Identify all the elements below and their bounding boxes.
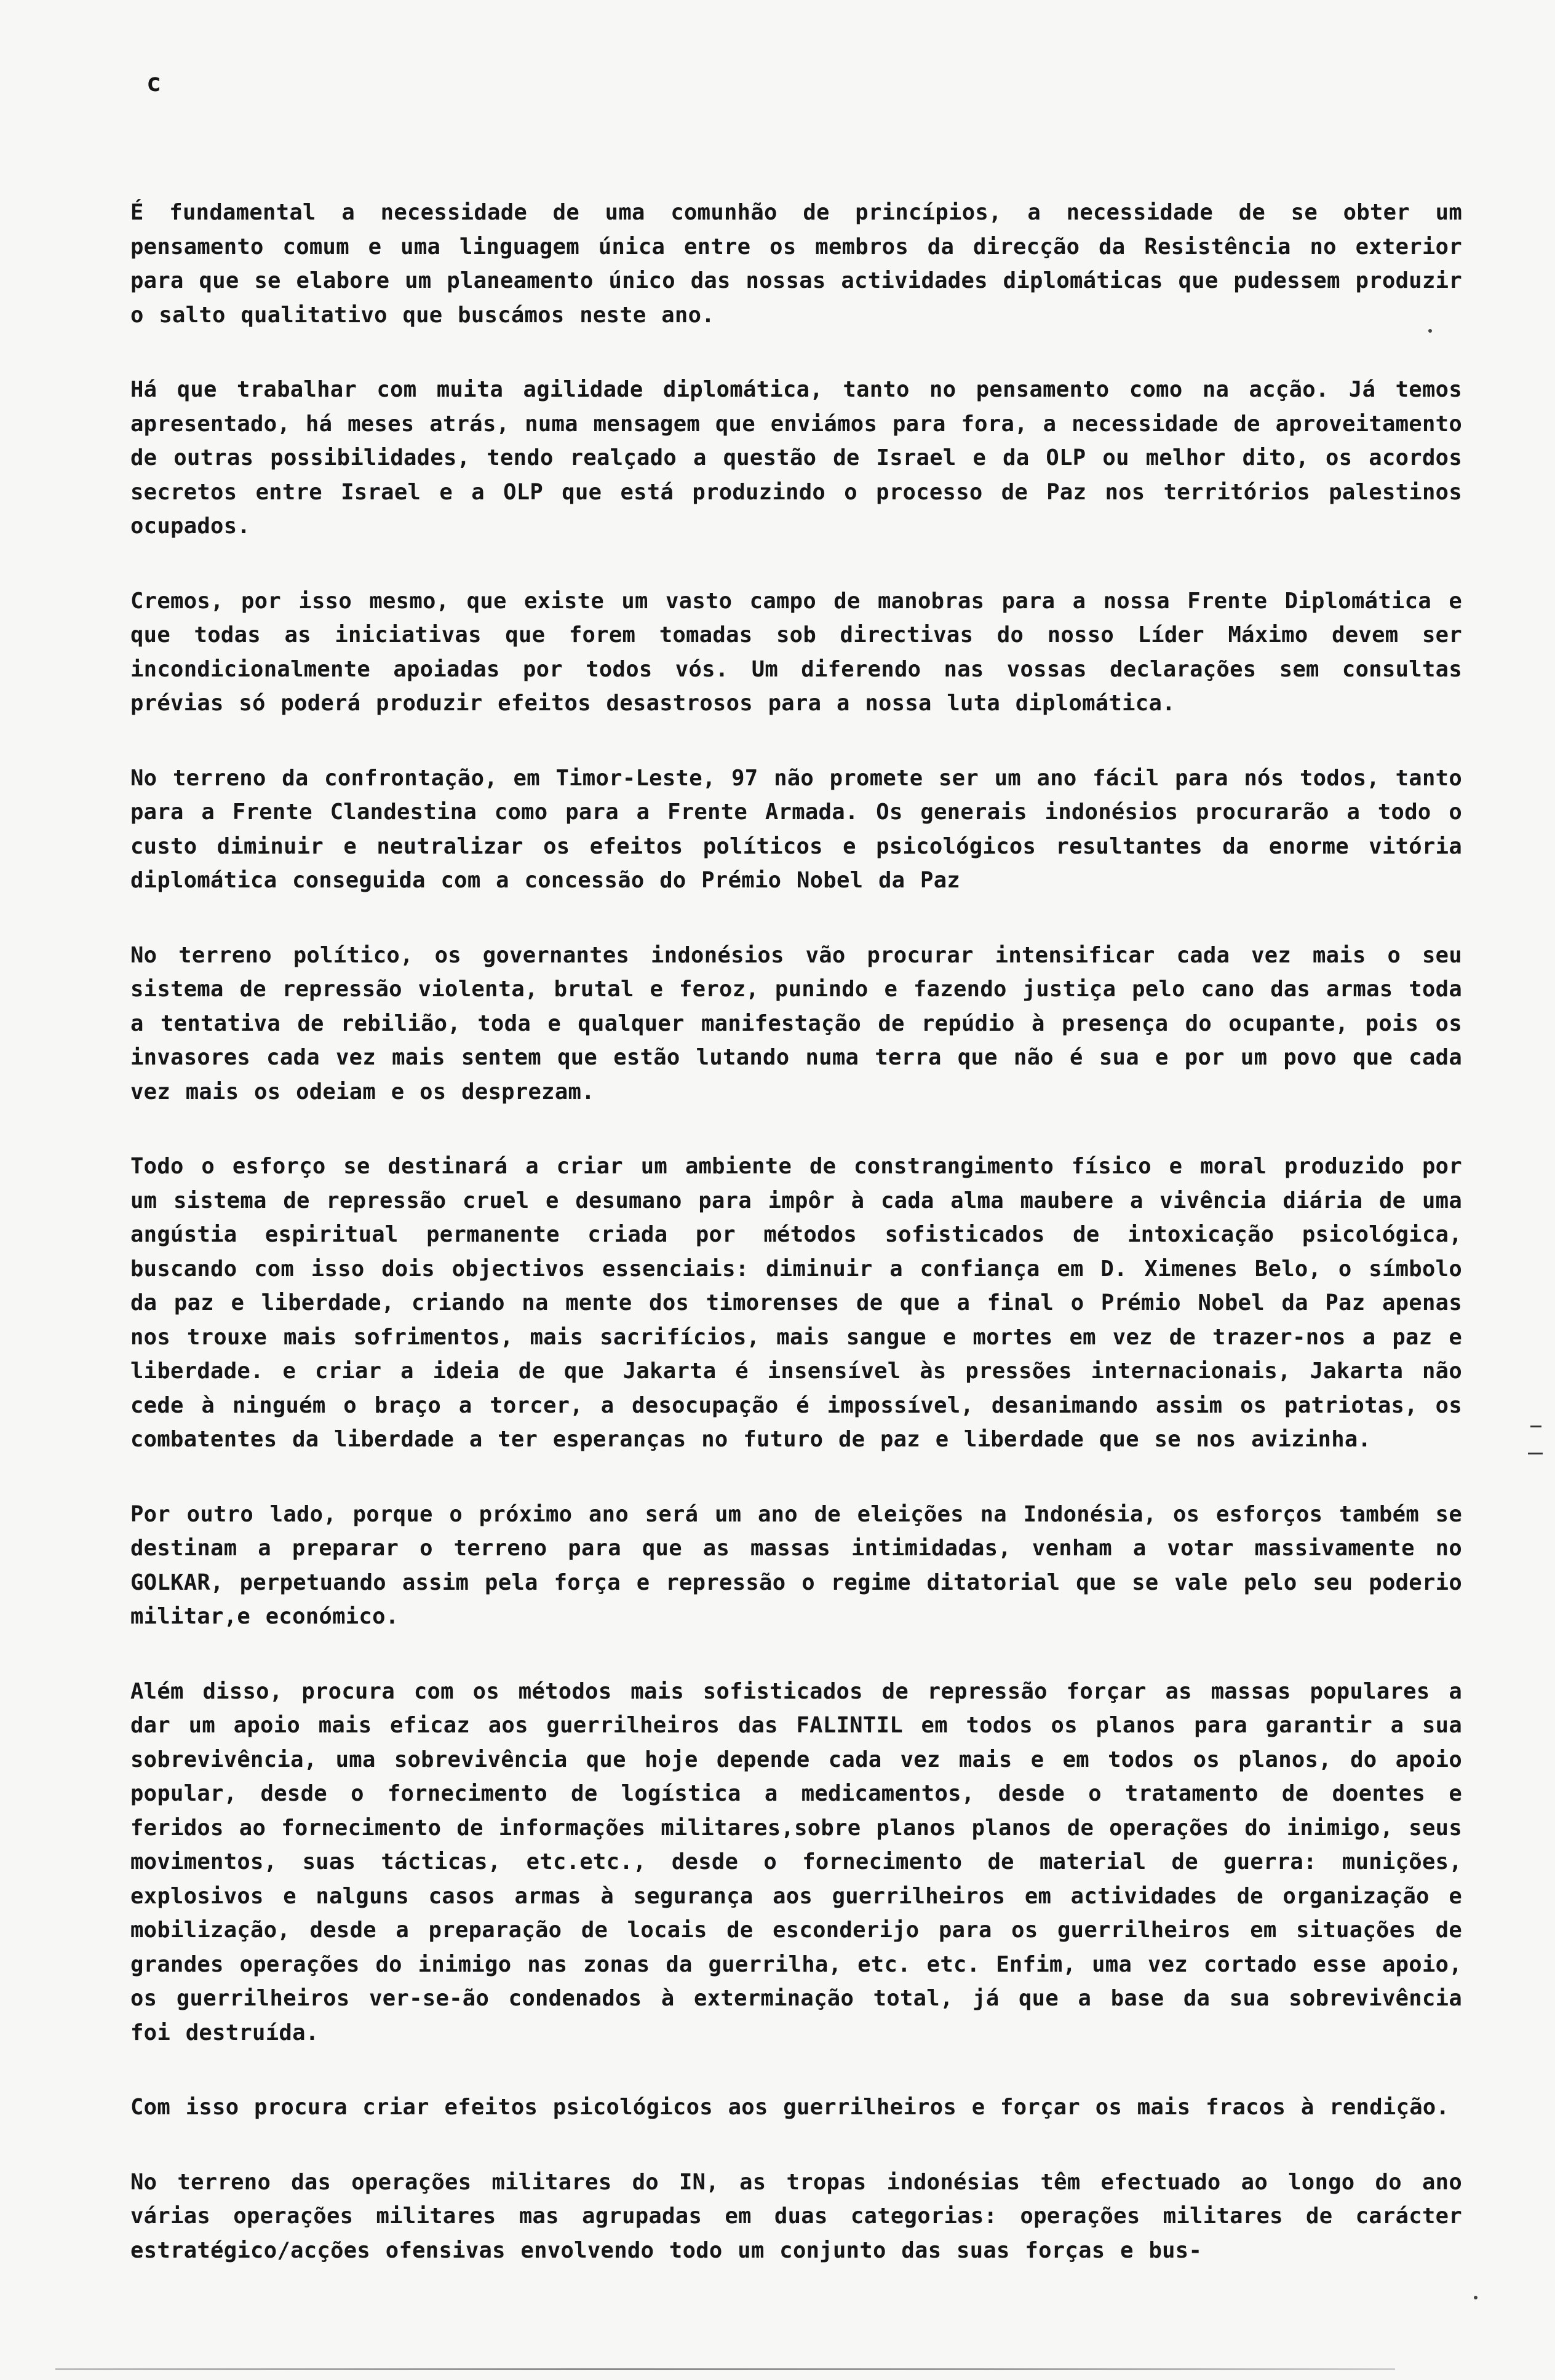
page-mark: c: [146, 69, 162, 97]
paragraph-popular-support: Além disso, procura com os métodos mais sofisticados de repressão forçar as massas populares a dar um apoio mais eficaz aos guerrilheiros das FALINTIL em todos os planos para garantir a sua sobrevivência, uma sobrevivência que hoje depende cada vez mais e em todos os planos, do apoio popular, desde o fornecimento de logística a medicamentos, desde o tratamento de doentes e feridos ao fornecimento de informações militares,sobre planos planos de operações do inimigo, seus movimentos, suas tácticas, etc.etc., desde o fornecimento de material de guerra: munições, explosivos e nalguns casos armas à segurança aos guerrilheiros em actividades de organização e mobilização, desde a preparação de locais de esconderijo para os guerrilheiros em situações de grandes operações do inimigo nas zonas da guerrilha, etc. etc. Enfim, uma vez cortado esse apoio, os guerrilheiros ver-se-ão condenados à exterminação total, já que a base da sua sobrevivência foi destruída.: [130, 1678, 1462, 2045]
paragraph-military-operations: No terreno das operações militares do IN, as tropas indonésias têm efectuado ao longo do ano várias operações militares mas agrupadas em duas categorias: operações militares de carácter estratégico/acções ofensivas envolvendo todo um conjunto das suas forças e bus-: [130, 2169, 1462, 2263]
paragraph-principles: É fundamental a necessidade de uma comunhão de princípios, a necessidade de se obter um pensamento comum e uma linguagem única entre os membros da direcção da Resistência no exterior para que se elabore um planeamento único das nossas actividades diplomáticas que pudessem produzir o salto qualitativo que buscámos neste ano.: [130, 200, 1462, 328]
paragraph-repression-effort: Todo o esforço se destinará a criar um ambiente de constrangimento físico e moral produzido por um sistema de repressão cruel e desumano para impôr à cada alma maubere a vivência diária de uma angústia espiritual permanente criada por métodos sofisticados de intoxicação psicológica, buscando com isso dois objectivos essenciais: diminuir a confiança em D. Ximenes Belo, o símbolo da paz e liberdade, criando na mente dos timorenses de que a final o Prémio Nobel da Paz apenas nos trouxe mais sofrimentos, mais sacrifícios, mais sangue e mortes em vez de trazer-nos a paz e liberdade. e criar a ideia de que Jakarta é insensível às pressões internacionais, Jakarta não cede à ninguém o braço a torcer, a desocupação é impossível, desanimando assim os patriotas, os combatentes da liberdade a ter esperanças no futuro de paz e liberdade que se nos avizinha.: [130, 1154, 1462, 1452]
document-body: [130, 196, 1462, 2308]
scan-speck: [1428, 329, 1432, 333]
scan-speck: [1474, 2296, 1477, 2299]
paragraph-diplomatic-agility: Há que trabalhar com muita agilidade diplomática, tanto no pensamento como na acção. Já temos apresentado, há meses atrás, numa mensagem que enviámos para fora, a necessidade de aproveitamento de outras possibilidades, tendo realçado a questão de Israel e da OLP ou melhor dito, os acordos secretos entre Israel e a OLP que está produzindo o processo de Paz nos territórios palestinos ocupados.: [130, 377, 1462, 539]
paragraph-psychological-effects: Com isso procura criar efeitos psicológicos aos guerrilheiros e forçar os mais fracos à rendição.: [130, 2095, 1450, 2120]
paragraph-diplomatic-front: Cremos, por isso mesmo, que existe um vasto campo de manobras para a nossa Frente Diplomática e que todas as iniciativas que forem tomadas sob directivas do nosso Líder Máximo devem ser incondicionalmente apoiadas por todos vós. Um diferendo nas vossas declarações sem consultas prévias só poderá produzir efeitos desastrosos para a nossa luta diplomática.: [130, 588, 1462, 716]
paragraph-confrontation: No terreno da confrontação, em Timor-Leste, 97 não promete ser um ano fácil para nós todos, tanto para a Frente Clandestina como para a Frente Armada. Os generais indonésios procurarão a todo o custo diminuir e neutralizar os efeitos políticos e psicológicos resultantes da enorme vitória diplomática conseguida com a concessão do Prémio Nobel da Paz: [130, 765, 1462, 893]
paragraph-elections: Por outro lado, porque o próximo ano será um ano de eleições na Indonésia, os esforços também se destinam a preparar o terreno para que as massas intimidadas, venham a votar massivamente no GOLKAR, perpetuando assim pela força e repressão o regime ditatorial que se vale pelo seu poderio militar,e económico.: [130, 1501, 1462, 1629]
margin-mark: [1530, 1426, 1541, 1427]
scan-edge-line: [55, 2368, 1395, 2370]
paragraph-political-terrain: No terreno político, os governantes indonésios vão procurar intensificar cada vez mais o seu sistema de repressão violenta, brutal e feroz, punindo e fazendo justiça pelo cano das armas toda a tentativa de rebilião, toda e qualquer manifestação de repúdio à presença do ocupante, pois os invasores cada vez mais sentem que estão lutando numa terra que não é sua e por um povo que cada vez mais os odeiam e os desprezam.: [130, 942, 1462, 1105]
margin-mark: [1528, 1453, 1543, 1454]
